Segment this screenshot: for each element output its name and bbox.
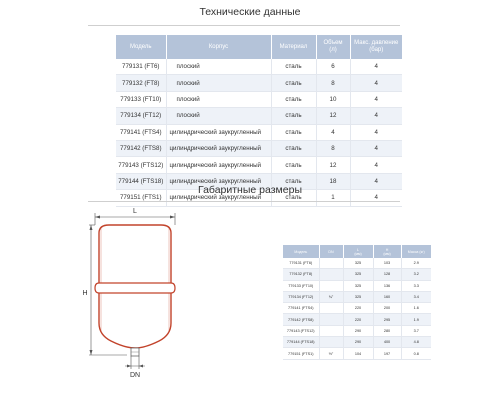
- cell-body: плоский: [166, 75, 271, 91]
- cell-length: 325: [343, 280, 373, 291]
- cell-dn: [319, 280, 343, 291]
- cell-height: 103: [373, 258, 401, 269]
- cell-body: плоский: [166, 108, 271, 124]
- cell-model: 779142 (FTS8): [283, 314, 319, 325]
- cell-pressure: 4: [350, 140, 402, 156]
- tank-dimension-drawing: [75, 205, 195, 385]
- cell-pressure: 4: [350, 124, 402, 140]
- title-divider: [88, 25, 400, 26]
- cell-height: 197: [373, 348, 401, 359]
- cell-dn: [319, 314, 343, 325]
- cell-material: сталь: [271, 173, 316, 189]
- cell-length: 325: [343, 258, 373, 269]
- cell-model: 779143 (FTS12): [116, 157, 166, 173]
- cell-mass: 3.7: [401, 325, 431, 336]
- cell-body: цилиндрический заукругленный: [166, 157, 271, 173]
- table-row: [283, 348, 431, 359]
- cell-mass: 0.8: [401, 348, 431, 359]
- cell-material: сталь: [271, 59, 316, 75]
- cell-model: 779131 (FT6): [283, 258, 319, 269]
- cell-model: 779143 (FTS12): [283, 325, 319, 336]
- cell-model: 779134 (FT12): [283, 291, 319, 302]
- cell-material: сталь: [271, 124, 316, 140]
- table-row: [116, 140, 402, 156]
- header-model: Модель: [283, 245, 319, 258]
- cell-mass: 3.2: [401, 269, 431, 280]
- cell-body: цилиндрический заукругленный: [166, 140, 271, 156]
- cell-length: 325: [343, 269, 373, 280]
- table-row: [116, 124, 402, 140]
- cell-length: 325: [343, 291, 373, 302]
- table-row: [283, 303, 431, 314]
- cell-height: 400: [373, 337, 401, 348]
- cell-pressure: 4: [350, 157, 402, 173]
- cell-dn: ½": [319, 348, 343, 359]
- header-model: Модель: [116, 35, 166, 59]
- cell-mass: 3.3: [401, 280, 431, 291]
- cell-mass: 1.6: [401, 303, 431, 314]
- header-pressure: Макс. давление (бар): [350, 35, 402, 59]
- table-row: [116, 59, 402, 75]
- cell-height: 160: [373, 291, 401, 302]
- cell-mass: 1.9: [401, 314, 431, 325]
- table-row: [116, 75, 402, 91]
- header-body: Корпус: [166, 35, 271, 59]
- table-row: [116, 91, 402, 107]
- cell-body: плоский: [166, 91, 271, 107]
- dn-dimension: [125, 356, 145, 379]
- cell-model: 779151 (FTS1): [283, 348, 319, 359]
- cell-pressure: 4: [350, 91, 402, 107]
- cell-body: цилиндрический заукругленный: [166, 124, 271, 140]
- cell-model: 779134 (FT12): [116, 108, 166, 124]
- cell-model: 779141 (FTS4): [283, 303, 319, 314]
- cell-length: 290: [343, 337, 373, 348]
- table-row: [283, 337, 431, 348]
- cell-material: сталь: [271, 157, 316, 173]
- width-label: L: [133, 208, 137, 215]
- header-height: H (мм): [373, 245, 401, 258]
- cell-pressure: 4: [350, 173, 402, 189]
- cell-volume: 10: [316, 91, 350, 107]
- cell-height: 200: [373, 303, 401, 314]
- cell-material: сталь: [271, 190, 316, 206]
- dimensions-table: [283, 245, 431, 360]
- cell-dn: ¾": [319, 291, 343, 302]
- cell-length: 290: [343, 325, 373, 336]
- cell-length: 104: [343, 348, 373, 359]
- cell-volume: 1: [316, 190, 350, 206]
- dn-label: DN: [129, 372, 141, 379]
- cell-length: 220: [343, 314, 373, 325]
- table-header-row: [116, 35, 402, 59]
- cell-material: сталь: [271, 140, 316, 156]
- cell-model: 779144 (FTS18): [116, 173, 166, 189]
- cell-body: цилиндрический заукругленный: [166, 190, 271, 206]
- cell-model: 779144 (FTS18): [283, 337, 319, 348]
- cell-model: 779133 (FT10): [283, 280, 319, 291]
- cell-model: 779132 (FT8): [283, 269, 319, 280]
- cell-dn: [319, 303, 343, 314]
- cell-mass: 3.4: [401, 291, 431, 302]
- cell-mass: 2.9: [401, 258, 431, 269]
- cell-pressure: 4: [350, 75, 402, 91]
- cell-volume: 4: [316, 124, 350, 140]
- cell-mass: 4.8: [401, 337, 431, 348]
- cell-material: сталь: [271, 75, 316, 91]
- header-mass: Масса (кг): [401, 245, 431, 258]
- table-row: [116, 108, 402, 124]
- cell-dn: [319, 269, 343, 280]
- table-row: [283, 280, 431, 291]
- cell-dn: [319, 337, 343, 348]
- header-volume: Объем (л): [316, 35, 350, 59]
- table-row: [283, 314, 431, 325]
- tech-data-table: [116, 35, 402, 207]
- header-material: Материал: [271, 35, 316, 59]
- cell-height: 136: [373, 280, 401, 291]
- cell-model: 779133 (FT10): [116, 91, 166, 107]
- cell-pressure: 4: [350, 59, 402, 75]
- table-row: [283, 291, 431, 302]
- height-label: H: [82, 290, 88, 297]
- width-dimension: [95, 208, 175, 225]
- cell-material: сталь: [271, 108, 316, 124]
- mounting-band: [95, 283, 175, 293]
- connection-fitting: [131, 348, 139, 356]
- cell-body: цилиндрический заукругленный: [166, 173, 271, 189]
- header-length: L (мм): [343, 245, 373, 258]
- table-row: [116, 157, 402, 173]
- cell-model: 779151 (FTS1): [116, 190, 166, 206]
- cell-model: 779132 (FT8): [116, 75, 166, 91]
- cell-material: сталь: [271, 91, 316, 107]
- table-row: [283, 269, 431, 280]
- cell-model: 779131 (FT6): [116, 59, 166, 75]
- table-row: [283, 325, 431, 336]
- cell-dn: [319, 325, 343, 336]
- cell-height: 295: [373, 314, 401, 325]
- dimensions-title: Габаритные размеры: [198, 184, 302, 196]
- cell-length: 220: [343, 303, 373, 314]
- cell-height: 280: [373, 325, 401, 336]
- cell-dn: [319, 258, 343, 269]
- cell-volume: 8: [316, 75, 350, 91]
- cell-volume: 12: [316, 157, 350, 173]
- tech-data-title: Технические данные: [199, 6, 301, 18]
- cell-volume: 8: [316, 140, 350, 156]
- table-header-row: [283, 245, 431, 258]
- cell-volume: 6: [316, 59, 350, 75]
- cell-pressure: 4: [350, 190, 402, 206]
- cell-model: 779141 (FTS4): [116, 124, 166, 140]
- cell-volume: 18: [316, 173, 350, 189]
- title-divider: [88, 201, 400, 202]
- table-row: [283, 258, 431, 269]
- cell-height: 128: [373, 269, 401, 280]
- header-dn: DN: [319, 245, 343, 258]
- cell-pressure: 4: [350, 108, 402, 124]
- cell-body: плоский: [166, 59, 271, 75]
- cell-volume: 12: [316, 108, 350, 124]
- cell-model: 779142 (FTS8): [116, 140, 166, 156]
